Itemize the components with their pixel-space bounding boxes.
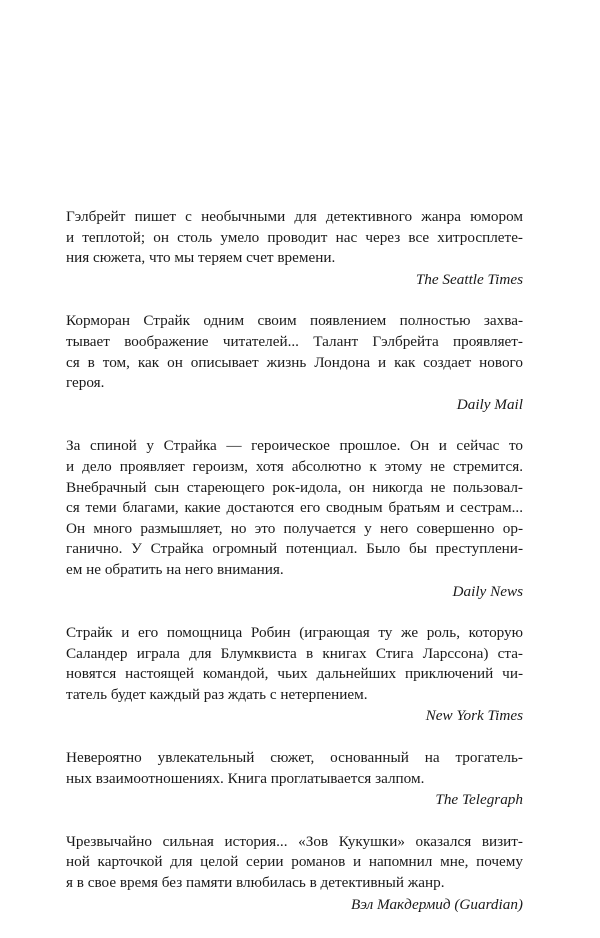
quote-line: ем не обратить на него внимания.	[66, 560, 284, 578]
review-source: The Telegraph	[435, 791, 523, 809]
review-source: Daily Mail	[456, 395, 523, 413]
review-source: New York Times	[425, 707, 523, 725]
reviews-column	[66, 207, 523, 936]
quote-line: я в свое время без памяти влюбилась в детективный жанр.	[66, 874, 445, 892]
quote-line: Чрезвычайно сильная история... «Зов Кукушки» оказался визит-	[66, 832, 523, 850]
quote-line: Внебрачный сын стареющего рок-идола, он никогда не пользовал-	[66, 478, 523, 496]
quote-line: ся теми благами, какие достаются его сводным братьям и сестрам...	[66, 499, 523, 517]
review-new-york-times	[66, 623, 523, 727]
quote-line: Невероятно увлекательный сюжет, основанный на трогатель-	[66, 749, 523, 767]
quote-line: и теплотой; он столь умело проводит нас через все хитросплете-	[66, 228, 523, 246]
review-quote	[66, 436, 523, 580]
quote-line: тывает воображение читателей... Талант Гэлбрейта проявляет-	[66, 332, 523, 350]
quote-line: Корморан Страйк одним своим появлением полностью захва-	[66, 312, 523, 330]
review-seattle-times	[66, 207, 523, 290]
review-daily-mail	[66, 311, 523, 415]
quote-line: ся в том, как он описывает жизнь Лондона и как создает нового	[66, 353, 523, 371]
review-quote	[66, 311, 523, 393]
review-source: The Seattle Times	[415, 270, 523, 288]
review-guardian	[66, 832, 523, 915]
review-quote	[66, 748, 523, 789]
quote-line: новятся настоящей командой, чьих дальнейших приключений чи-	[66, 665, 523, 683]
review-quote	[66, 623, 523, 705]
quote-line: Саландер играла для Блумквиста в книгах Стига Ларссона) ста-	[66, 644, 523, 662]
review-daily-news	[66, 436, 523, 602]
quote-line: Он много размышляет, но это получается у него совершенно ор-	[66, 519, 523, 537]
quote-line: ной карточкой для целой серии романов и напомнил мне, почему	[66, 853, 523, 871]
quote-line: ных взаимоотношениях. Книга проглатывается залпом.	[66, 769, 425, 787]
quote-line: Гэлбрейт пишет с необычными для детективного жанра юмором	[66, 208, 523, 225]
quote-line: За спиной у Страйка — героическое прошлое. Он и сейчас то	[66, 437, 523, 455]
quote-line: и дело проявляет героизм, хотя абсолютно к этому не стремится.	[66, 457, 523, 475]
quote-line: Страйк и его помощница Робин (играющая ту же роль, которую	[66, 624, 523, 642]
review-source: Вэл Макдермид (Guardian)	[351, 895, 523, 913]
review-source: Daily News	[452, 582, 523, 600]
quote-line: героя.	[66, 374, 105, 392]
review-the-telegraph	[66, 748, 523, 811]
quote-line: ния сюжета, что мы теряем счет времени.	[66, 249, 336, 267]
review-quote	[66, 207, 523, 269]
quote-line: ганично. У Страйка огромный потенциал. Было бы преступлени-	[66, 540, 523, 558]
review-quote	[66, 832, 523, 894]
quote-line: татель будет каждый раз ждать с нетерпением.	[66, 685, 368, 703]
